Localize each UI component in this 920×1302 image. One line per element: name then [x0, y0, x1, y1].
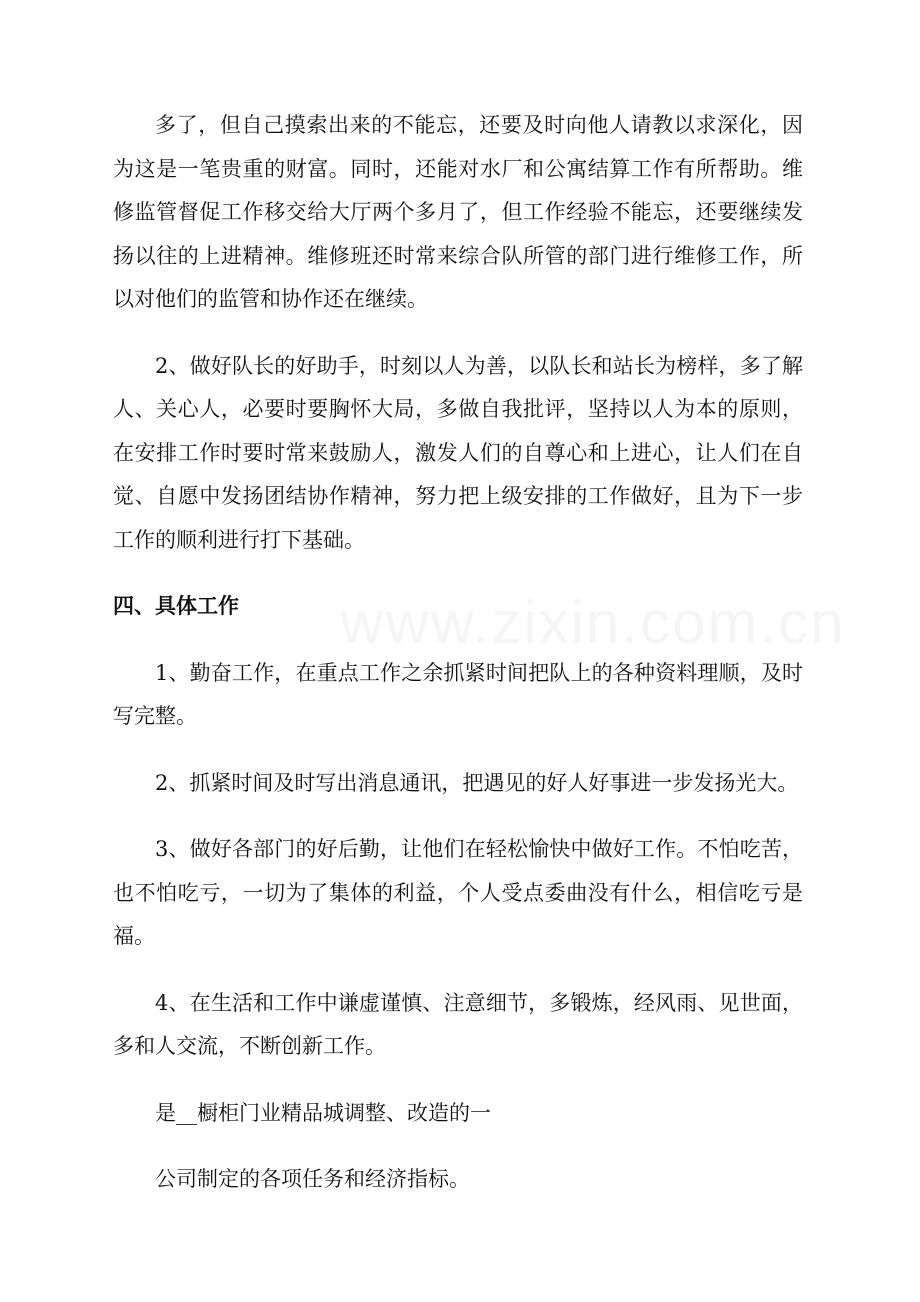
watermark-text: www.zixin.com.cn: [340, 589, 846, 656]
paragraph-8: 公司制定的各项任务和经济指标。: [155, 1167, 470, 1191]
paragraph-2: 2、做好队长的好助手，时刻以人为善，以队长和站长为榜样，多了解人、关心人，必要时要胸怀大局，多做自我批评，坚持以人为本的原则，在安排工作时要时常来鼓励人，激发人们的自尊心和上进心，让人们在自觉、自愿中发扬团结协作精神，努力把上级安排的工作做好，且为下一步工作的顺利进行打下基础。: [113, 353, 803, 552]
paragraph-5: 3、做好各部门的好后勤，让他们在轻松愉快中做好工作。不怕吃苦，也不怕吃亏，一切为了集体的利益，个人受点委曲没有什么，相信吃亏是福。: [113, 837, 803, 948]
paragraph-6: 4、在生活和工作中谦虚谨慎、注意细节，多锻炼，经风雨、见世面，多和人交流，不断创新工作。: [113, 990, 803, 1058]
paragraph-1: 多了，但自己摸索出来的不能忘，还要及时向他人请教以求深化，因为这是一笔贵重的财富。同时，还能对水厂和公寓结算工作有所帮助。维修监管督促工作移交给大厅两个多月了，但工作经验不能忘，还要继续发扬以往的上进精神。维修班还时常来综合队所管的部门进行维修工作，所以对他们的监管和协作还在继续。: [113, 113, 803, 311]
section-heading: 四、具体工作: [113, 594, 239, 618]
paragraph-7: 是__橱柜门业精品城调整、改造的一: [155, 1100, 491, 1125]
paragraph-4: 2、抓紧时间及时写出消息通讯，把遇见的好人好事进一步发扬光大。: [155, 770, 799, 795]
document-body: [113, 104, 803, 1202]
paragraph-3: 1、勤奋工作，在重点工作之余抓紧时间把队上的各种资料理顺，及时写完整。: [113, 660, 803, 728]
